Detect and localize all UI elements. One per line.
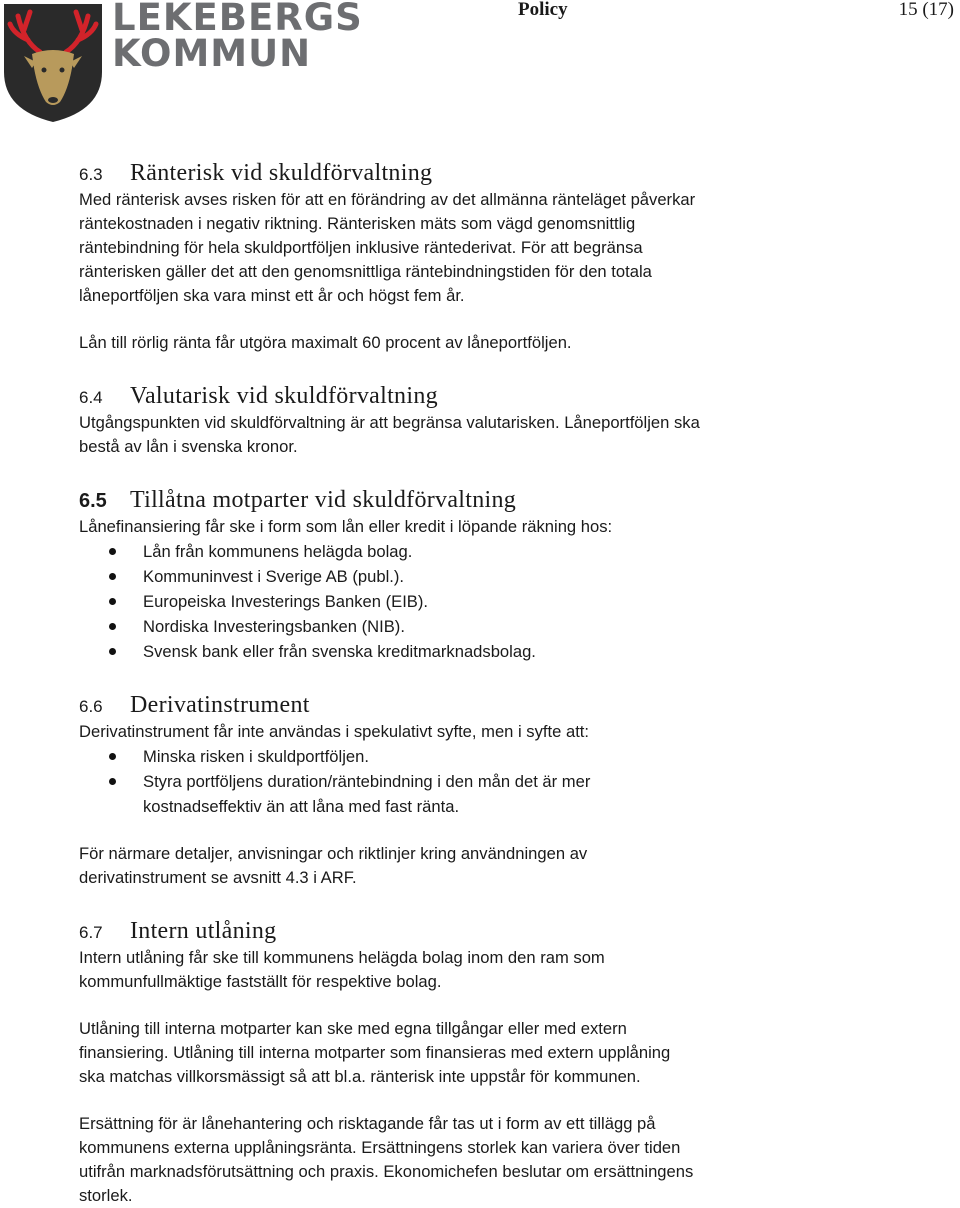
list-item <box>79 564 939 589</box>
section-title: Valutarisk vid skuldförvaltning <box>130 383 438 409</box>
paragraph <box>79 1017 939 1089</box>
text-line: ränterisken gäller det att den genomsnittliga räntebindningstiden för den totala <box>79 262 652 281</box>
municipality-logo-text <box>112 0 363 75</box>
bullet-icon <box>109 623 116 630</box>
section-heading-6-4 <box>79 381 939 411</box>
list-item-text: Svensk bank eller från svenska kreditmarknadsbolag. <box>143 642 536 661</box>
list-item-text: Europeiska Investerings Banken (EIB). <box>143 592 429 611</box>
section-number: 6.4 <box>79 388 103 407</box>
section-heading-6-6 <box>79 690 939 720</box>
text-line: finansiering. Utlåning till interna motparter som finansieras med extern upplåning <box>79 1043 671 1062</box>
document-body <box>79 158 939 1208</box>
list-item <box>79 614 939 639</box>
list-item-text: kostnadseffektiv än att låna med fast ränta. <box>143 797 460 816</box>
list-item-text: Minska risken i skuldportföljen. <box>143 747 369 766</box>
section-number: 6.6 <box>79 697 103 716</box>
list-item <box>79 539 939 564</box>
list-item-text: Kommuninvest i Sverige AB (publ.). <box>143 567 405 586</box>
text-line: kommunens externa upplåningsränta. Ersättningens storlek kan variera över tiden <box>79 1138 681 1157</box>
paragraph <box>79 188 939 308</box>
section-title: Intern utlåning <box>130 918 277 944</box>
section-title: Derivatinstrument <box>130 692 310 718</box>
list-item-text: Styra portföljens duration/räntebindning i den mån det är mer <box>143 772 591 791</box>
document-type: Policy <box>518 0 568 20</box>
counterparty-list <box>79 539 939 664</box>
paragraph: Lånefinansiering får ske i form som lån eller kredit i löpande räkning hos: <box>79 517 613 536</box>
page-number: 15 (17) <box>898 0 954 20</box>
bullet-icon <box>109 548 116 555</box>
bullet-icon <box>109 648 116 655</box>
text-line: ska matchas villkorsmässigt så att bl.a. ränterisk inte uppstår för kommunen. <box>79 1067 641 1086</box>
section-number: 6.3 <box>79 165 103 184</box>
bullet-icon <box>109 573 116 580</box>
bullet-icon <box>109 598 116 605</box>
section-title: Ränterisk vid skuldförvaltning <box>130 160 433 186</box>
list-item-text: Lån från kommunens helägda bolag. <box>143 542 413 561</box>
list-item <box>79 744 939 769</box>
text-line: För närmare detaljer, anvisningar och riktlinjer kring användningen av <box>79 844 588 863</box>
section-heading-6-7 <box>79 916 939 946</box>
paragraph: Derivatinstrument får inte användas i spekulativt syfte, men i syfte att: <box>79 722 590 741</box>
section-title: Tillåtna motparter vid skuldförvaltning <box>130 487 517 513</box>
text-line: storlek. <box>79 1186 133 1205</box>
list-item <box>79 639 939 664</box>
municipality-crest-icon <box>2 2 104 124</box>
text-line: utifrån marknadsförutsättning och praxis. Ekonomichefen beslutar om ersättningens <box>79 1162 694 1181</box>
paragraph <box>79 946 939 994</box>
text-line: räntekostnaden i negativ riktning. Ränterisken mäts som vägd genomsnittlig <box>79 214 636 233</box>
paragraph <box>79 842 939 890</box>
text-line: Utgångspunkten vid skuldförvaltning är att begränsa valutarisken. Låneportföljen ska <box>79 413 700 432</box>
text-line: räntebindning för hela skuldportföljen inklusive räntederivat. För att begränsa <box>79 238 643 257</box>
list-item <box>79 769 939 819</box>
section-number: 6.5 <box>79 490 107 512</box>
text-line: låneportföljen ska vara minst ett år och högst fem år. <box>79 286 465 305</box>
text-line: Intern utlåning får ske till kommunens helägda bolag inom den ram som <box>79 948 605 967</box>
derivative-purpose-list <box>79 744 939 819</box>
paragraph <box>79 411 939 459</box>
section-heading-6-3 <box>79 158 939 188</box>
text-line: Med ränterisk avses risken för att en förändring av det allmänna ränteläget påverkar <box>79 190 696 209</box>
list-item <box>79 589 939 614</box>
section-heading-6-5 <box>79 485 939 515</box>
brand-line-1: LEKEBERGS <box>112 0 363 39</box>
paragraph: Lån till rörlig ränta får utgöra maximalt 60 procent av låneportföljen. <box>79 333 572 352</box>
text-line: Ersättning för är lånehantering och risktagande får tas ut i form av ett tillägg på <box>79 1114 656 1133</box>
section-number: 6.7 <box>79 923 103 942</box>
brand-line-2: KOMMUN <box>112 32 312 75</box>
text-line: bestå av lån i svenska kronor. <box>79 437 298 456</box>
list-item-text: Nordiska Investeringsbanken (NIB). <box>143 617 405 636</box>
text-line: kommunfullmäktige fastställt för respektive bolag. <box>79 972 442 991</box>
text-line: derivatinstrument se avsnitt 4.3 i ARF. <box>79 868 357 887</box>
text-line: Utlåning till interna motparter kan ske med egna tillgångar eller med extern <box>79 1019 627 1038</box>
bullet-icon <box>109 753 116 760</box>
bullet-icon <box>109 778 116 785</box>
